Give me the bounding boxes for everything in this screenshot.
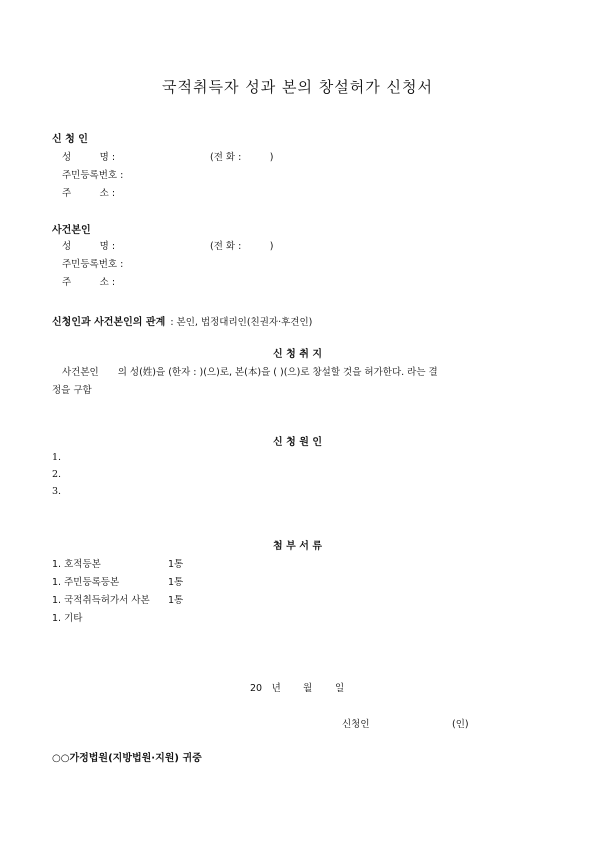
signature-label: 신청인 [342, 719, 370, 730]
attachment-item-2: 1. 주민등록등본 [52, 577, 120, 588]
relation-label: 신청인과 사건본인의 관계 [52, 317, 166, 328]
reason-item-1: 1. [52, 452, 62, 463]
attachment-count-1: 1통 [168, 559, 184, 570]
purpose-line1: 사건본인 의 성(姓)을 (한자 : )(으)로, 본(本)을 ( )(으)로 창설할 것을 허가한다. 라는 결 [62, 367, 438, 378]
subject-phone-label: (전 화 : ) [210, 241, 274, 252]
court-recipient: ○○가정법원(지방법원·지원) 귀중 [52, 753, 202, 764]
subject-address-label: 주 소 : [62, 277, 116, 288]
subject-name-label: 성 명 : [62, 241, 116, 252]
reasons-heading: 신 청 원 인 [272, 437, 323, 448]
purpose-heading: 신 청 취 지 [272, 349, 323, 360]
reason-item-3: 3. [52, 486, 62, 497]
applicant-phone-label: (전 화 : ) [210, 152, 274, 163]
attachments-heading: 첨 부 서 류 [272, 541, 323, 552]
date-day: 일 [335, 683, 345, 694]
signature-seal: (인) [452, 719, 469, 730]
subject-heading: 사건본인 [52, 225, 91, 236]
date-year: 20 년 [250, 683, 281, 694]
subject-rrn-label: 주민등록번호 : [62, 259, 124, 270]
applicant-heading: 신 청 인 [52, 134, 88, 145]
reason-item-2: 2. [52, 469, 62, 480]
applicant-name-label: 성 명 : [62, 152, 116, 163]
document-title: 국적취득자 성과 본의 창설허가 신청서 [162, 78, 433, 96]
purpose-line2: 정을 구함 [52, 385, 92, 396]
applicant-address-label: 주 소 : [62, 188, 116, 199]
attachment-item-4: 1. 기타 [52, 613, 83, 624]
date-month: 월 [303, 683, 313, 694]
applicant-rrn-label: 주민등록번호 : [62, 170, 124, 181]
attachment-item-3: 1. 국적취득허가서 사본 [52, 595, 150, 606]
attachment-count-3: 1통 [168, 595, 184, 606]
attachment-item-1: 1. 호적등본 [52, 559, 101, 570]
relation-value: : 본인, 법정대리인(친권자·후견인) [170, 317, 313, 328]
relation-row [52, 310, 312, 329]
attachment-count-2: 1통 [168, 577, 184, 588]
